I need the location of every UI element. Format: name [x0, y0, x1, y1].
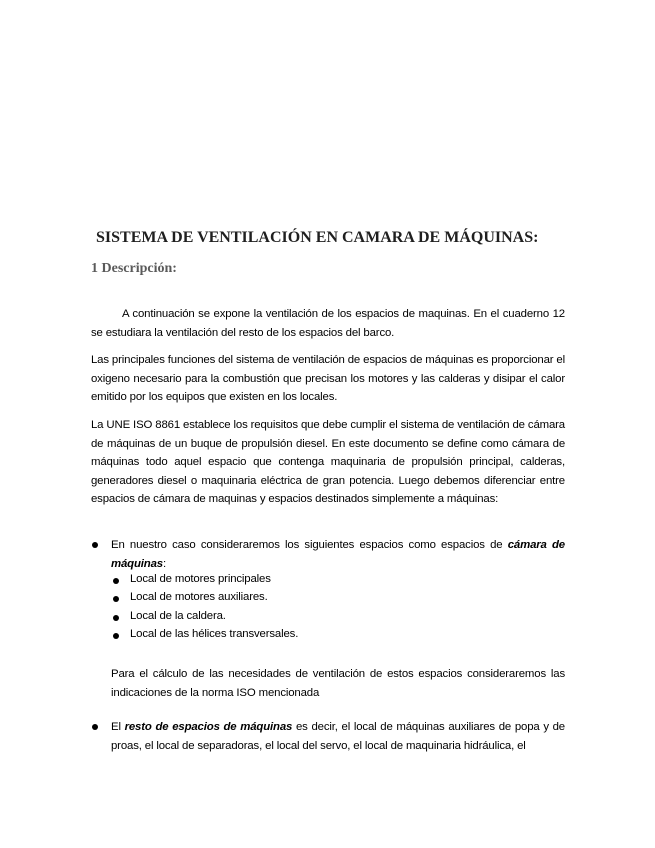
bullet-icon [113, 615, 119, 621]
paragraph-norm: La UNE ISO 8861 establece los requisitos que debe cumplir el sistema de ventilación de cámara de máquinas de un buque de propulsión diesel. En este documento se define como cámara de máquinas todo aquel espacio que contenga maquinaria de propulsión principal, calderas, generadores diesel o maquinaria eléctrica de gran potencia. Luego debemos diferenciar entre espacios de cámara de maquinas y espacios destinados simplemente a máquinas: [91, 419, 565, 506]
list-item-engine-room [111, 536, 565, 573]
emphasis-text: cámara de máquinas [111, 539, 565, 570]
sublist-item: Local de motores principales [130, 573, 271, 585]
sublist-item: Local de la caldera. [130, 610, 226, 622]
emphasis-text: resto de espacios de máquinas [124, 721, 293, 733]
bullet-icon [92, 724, 98, 730]
bullet-icon [92, 542, 98, 548]
list-item-text: En nuestro caso consideraremos los siguientes espacios como espacios de [111, 539, 508, 551]
paragraph-intro: A continuación se expone la ventilación de los espacios de maquinas. En el cuaderno 12 se estudiara la ventilación del resto de los espacios del barco. [91, 308, 565, 339]
list-item-text: El [111, 721, 125, 733]
bullet-icon [113, 578, 119, 584]
document-title: SISTEMA DE VENTILACIÓN EN CAMARA DE MÁQUINAS: [96, 229, 539, 246]
list-item-text: : [162, 557, 166, 570]
sublist-item: Local de motores auxiliares. [130, 591, 268, 603]
list-item-other-spaces [111, 718, 565, 755]
paragraph-functions: Las principales funciones del sistema de ventilación de espacios de máquinas es proporcionar el oxigeno necesario para la combustión que precisan los motores y las calderas y disipar el calor emitido por los equipos que existen en los locales. [91, 354, 565, 404]
bullet-icon [113, 633, 119, 639]
bullet-icon [113, 596, 119, 602]
section-heading: 1 Descripción: [91, 261, 177, 276]
paragraph-calculation-note: Para el cálculo de las necesidades de ventilación de estos espacios consideraremos las indicaciones de la norma ISO mencionada [111, 668, 565, 699]
sublist-item: Local de las hélices transversales. [130, 628, 299, 640]
list-item-text: es decir, el local de máquinas auxiliares de popa y de proas, el local de separadoras, el local del servo, el local de maquinaria hidráulica, el [111, 721, 565, 752]
